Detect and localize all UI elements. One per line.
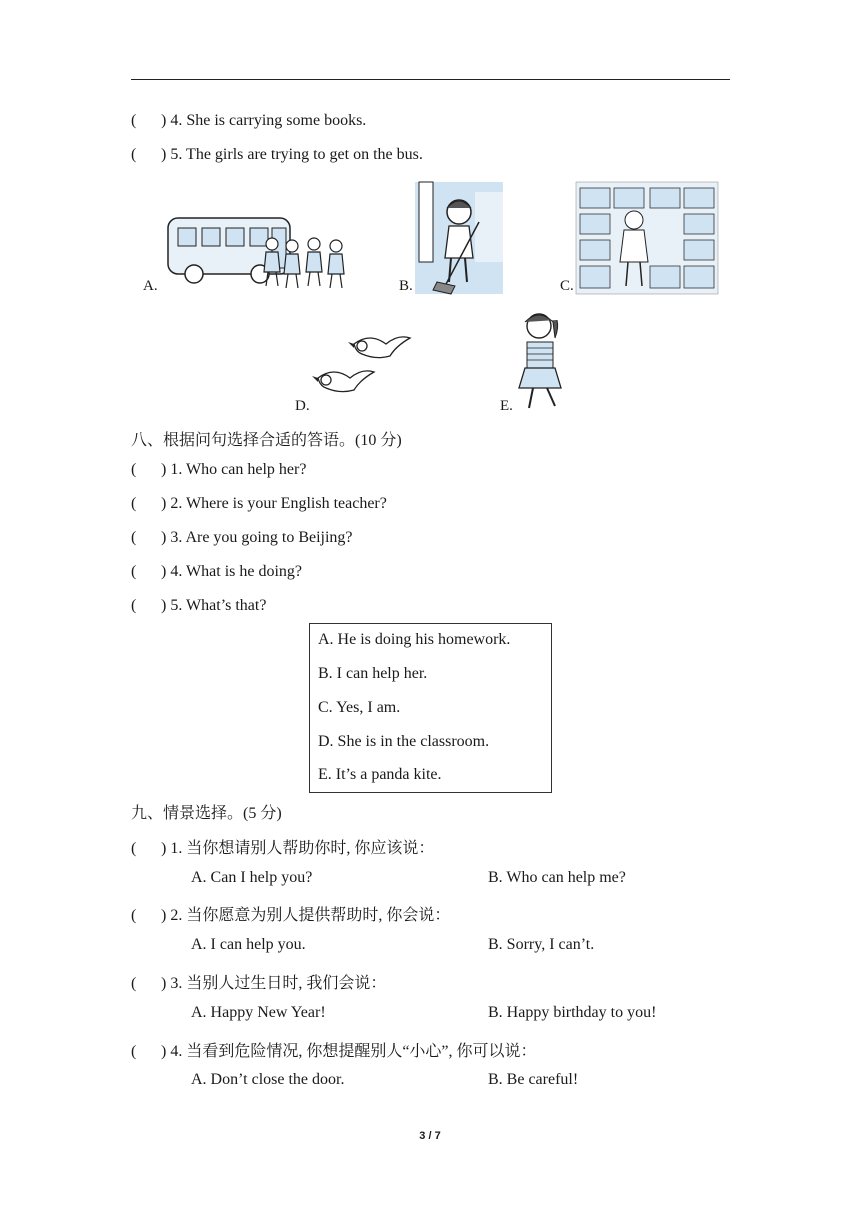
question-text: ) 4. What is he doing?	[161, 563, 303, 580]
question-text: ) 5. What’s that?	[161, 597, 267, 614]
part8-question-4	[131, 563, 302, 581]
picture-label-c: C.	[560, 278, 574, 294]
question-text: ) 2. 当你愿意为别人提供帮助时, 你会说：	[161, 907, 451, 924]
picture-label-e: E.	[500, 398, 513, 414]
answer-bracket[interactable]: (	[131, 563, 137, 580]
part8-question-2	[131, 495, 387, 513]
question-text: ) 1. Who can help her?	[161, 461, 307, 478]
picture-label-d: D.	[295, 398, 310, 414]
option-b: B. Who can help me?	[488, 869, 626, 886]
answer-bracket[interactable]: (	[131, 1043, 137, 1060]
part7-question-4	[131, 112, 366, 130]
boy-sweeping-illustration	[415, 182, 503, 294]
option-a: A. I can help you.	[191, 936, 306, 953]
option-b: B. Sorry, I can’t.	[488, 936, 595, 953]
answer-bracket[interactable]: (	[131, 975, 137, 992]
answer-bracket[interactable]: (	[131, 597, 137, 614]
option-a: A. Can I help you?	[191, 869, 313, 886]
picture-label-a: A.	[143, 278, 158, 294]
answer-option: C. Yes, I am.	[318, 699, 401, 716]
library-illustration	[576, 182, 718, 294]
birds-illustration	[314, 326, 414, 402]
answer-options-box	[309, 623, 552, 793]
part9-question-1	[131, 835, 434, 858]
question-text: ) 4. She is carrying some books.	[161, 112, 367, 129]
part9-title: 九、情景选择。(5 分)	[131, 805, 282, 822]
question-text: ) 1. 当你想请别人帮助你时, 你应该说：	[161, 840, 435, 857]
answer-option: D. She is in the classroom.	[318, 733, 490, 750]
answer-option: E. It’s a panda kite.	[318, 766, 442, 783]
option-a: A. Don’t close the door.	[191, 1071, 345, 1088]
picture-label-b: B.	[399, 278, 413, 294]
option-b: B. Happy birthday to you!	[488, 1004, 657, 1021]
part8-question-3	[131, 529, 353, 547]
part8-question-5	[131, 597, 266, 615]
page-number: 3 / 7	[419, 1130, 441, 1142]
question-text: ) 5. The girls are trying to get on the bus.	[161, 146, 423, 163]
part9-question-2	[131, 902, 450, 925]
answer-option: B. I can help her.	[318, 665, 428, 682]
option-a: A. Happy New Year!	[191, 1004, 326, 1021]
header-rule	[131, 79, 730, 80]
part9-question-3	[131, 970, 386, 993]
part8-title: 八、根据问句选择合适的答语。(10 分)	[131, 432, 402, 449]
part7-question-5	[131, 146, 423, 164]
girl-carrying-books-illustration	[515, 308, 567, 414]
question-text: ) 3. Are you going to Beijing?	[161, 529, 353, 546]
answer-bracket[interactable]: (	[131, 112, 137, 129]
question-text: ) 3. 当别人过生日时, 我们会说：	[161, 975, 387, 992]
answer-bracket[interactable]: (	[131, 495, 137, 512]
answer-bracket[interactable]: (	[131, 840, 137, 857]
part8-question-1	[131, 461, 306, 479]
answer-bracket[interactable]: (	[131, 529, 137, 546]
answer-bracket[interactable]: (	[131, 907, 137, 924]
answer-option: A. He is doing his homework.	[318, 631, 511, 648]
answer-bracket[interactable]: (	[131, 461, 137, 478]
question-text: ) 2. Where is your English teacher?	[161, 495, 387, 512]
bus-girls-illustration	[164, 208, 364, 294]
question-text: ) 4. 当看到危险情况, 你想提醒别人“小心”, 你可以说：	[161, 1043, 537, 1060]
part9-question-4	[131, 1038, 537, 1061]
option-b: B. Be careful!	[488, 1071, 579, 1088]
answer-bracket[interactable]: (	[131, 146, 137, 163]
